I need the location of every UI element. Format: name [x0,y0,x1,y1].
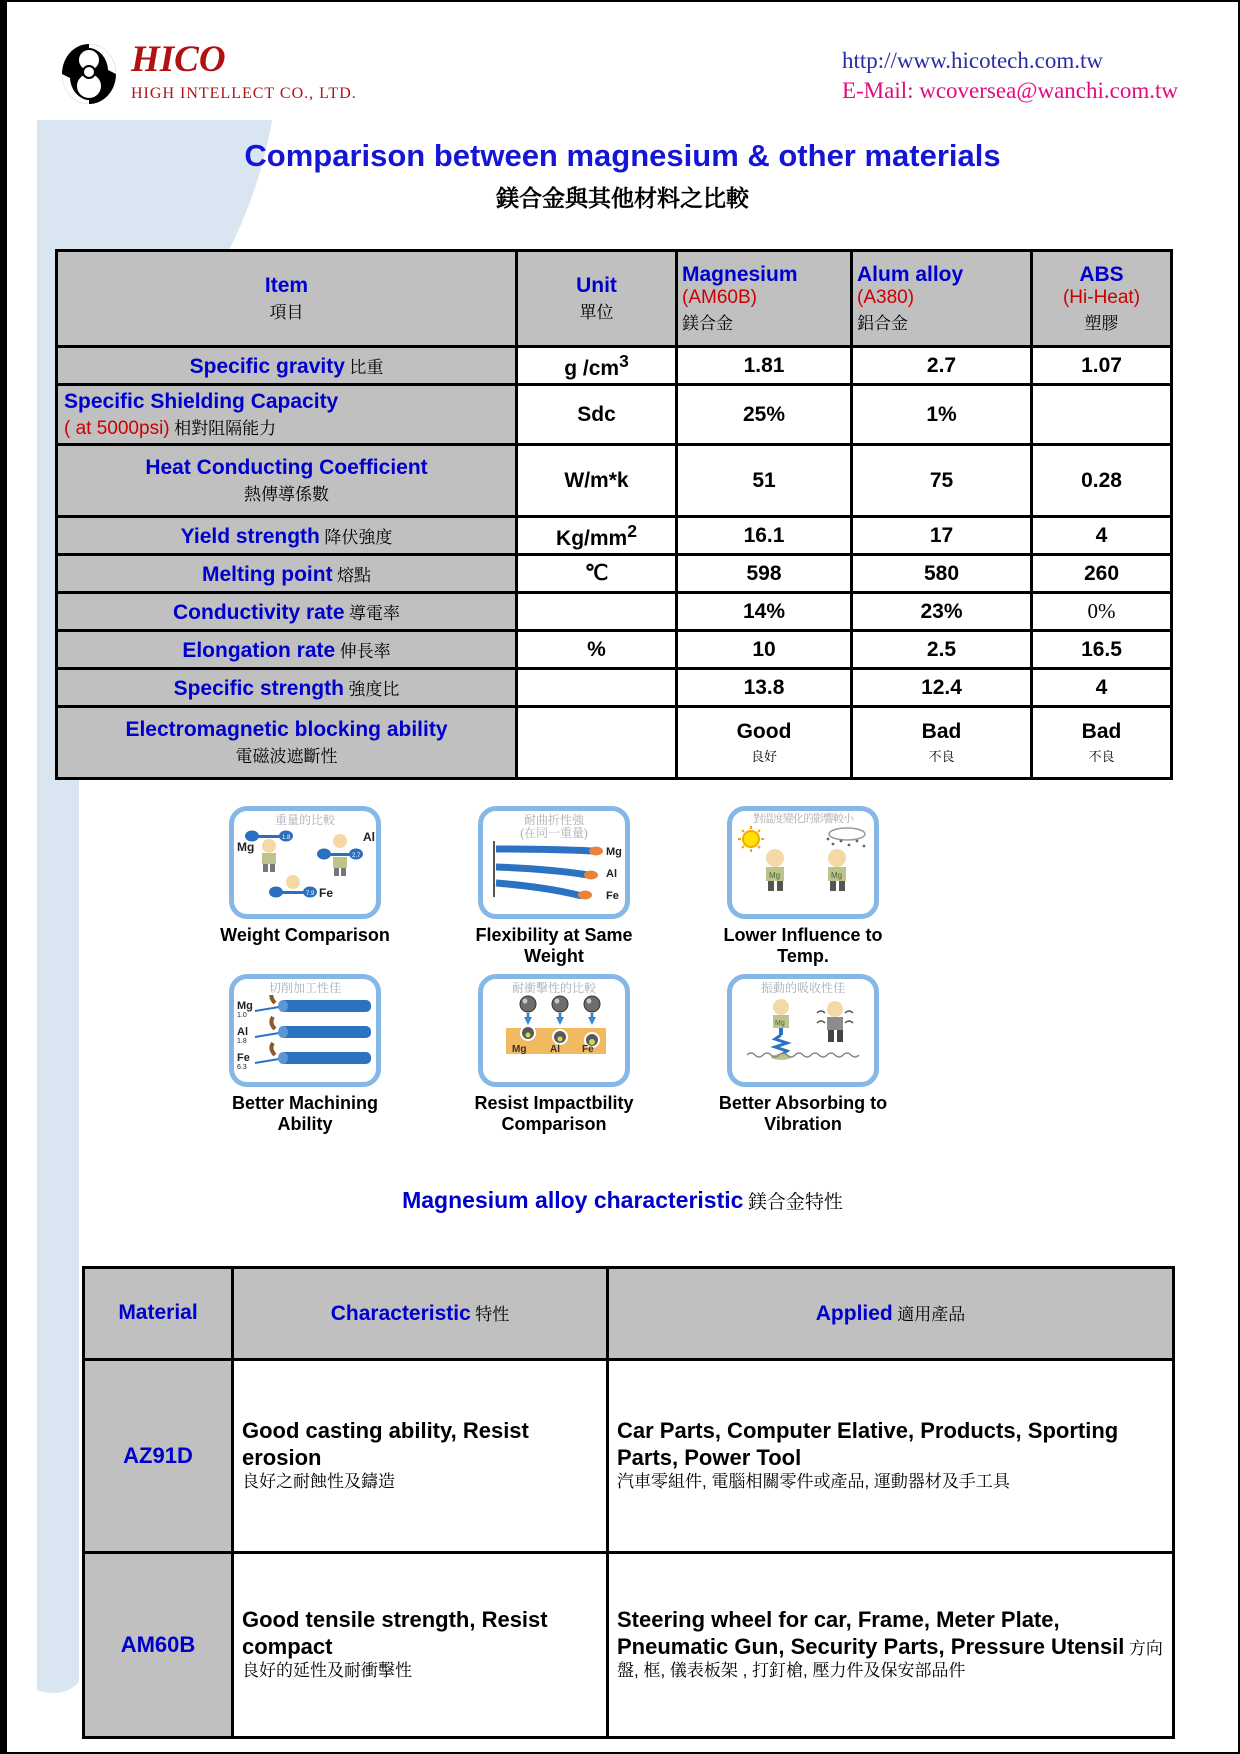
page-title-zh: 鎂合金與其他材料之比較 [496,186,749,211]
svg-text:Al: Al [550,1043,560,1055]
material-cell: AZ91D [84,1359,233,1552]
svg-text:1.0: 1.0 [237,1011,247,1019]
value-cell: Good 良好 [677,707,852,779]
unit-cell: Sdc [517,385,677,445]
panel-caption: Lower Influence to Temp. [723,925,883,966]
brand-block [59,40,357,108]
value-cell: 23% [852,593,1032,631]
vibration-icon [733,995,873,1069]
panel-title-zh: 重量的比較 [274,813,335,827]
col-header-unit: Unit 單位 [517,251,677,347]
table-row: Elongation rate 伸長率 % 10 2.5 16.5 [57,631,1172,669]
svg-text:Al: Al [237,1025,248,1038]
value-cell: 2.5 [852,631,1032,669]
panel-vibration [687,974,919,1134]
panel-temperature [687,806,919,966]
table-row: Specific Shielding Capacity ( at 5000psi) 相對阻隔能力 Sdc 25% 1% [57,385,1172,445]
value-cell: Bad 不良 [852,707,1032,779]
unit-cell [517,707,677,779]
panel-caption: Resist Impactbility Comparison [474,1093,634,1135]
svg-text:Fe: Fe [237,1051,250,1064]
panel-impact [438,974,670,1134]
email-link[interactable]: E-Mail: wcoversea@wanchi.com.tw [841,78,1178,103]
value-cell: 2.7 [852,347,1032,385]
svg-text:Mg: Mg [831,870,843,880]
panel-title-zh2: (在同一重量) [520,825,588,840]
value-cell: 17 [852,517,1032,555]
col-header-magnesium: Magnesium (AM60B) 鎂合金 [677,251,852,347]
svg-text:2.7: 2.7 [352,852,361,859]
col-header-item: Item 項目 [57,251,517,347]
svg-text:7.9: 7.9 [306,890,315,897]
temperature-icon [733,826,873,900]
table-row: Conductivity rate 導電率 14% 23% 0% [57,593,1172,631]
unit-cell: % [517,631,677,669]
table-row: Melting point 熔點 ℃ 598 580 260 [57,555,1172,593]
page-header [7,2,1238,108]
down-arrow-icons [524,1013,596,1025]
value-cell [1032,385,1172,445]
section-title [7,1187,1238,1214]
unit-cell: g $/cm^3$ [517,347,677,385]
svg-text:Mg: Mg [512,1043,527,1055]
col-header-alum: Alum alloy (A380) 鋁合金 [852,251,1032,347]
col-header-applied: Applied 適用產品 [608,1267,1174,1359]
svg-text:6.3: 6.3 [237,1063,247,1069]
table-row: Specific strength 強度比 13.8 12.4 4 [57,669,1172,707]
hico-logo-icon [59,40,121,108]
characteristics-table [82,1266,1175,1739]
svg-text:Fe: Fe [319,885,334,900]
value-cell: 25% [677,385,852,445]
svg-text:1.8: 1.8 [282,834,291,841]
section-title-zh: 鎂合金特性 [747,1191,843,1213]
table-row [84,1552,1174,1737]
panel-title-zh: 對溫度變化的影響較小 [753,813,853,825]
table-row: Heat Conducting Coefficient 熱傳導係數 W/m*k 51 75 0.28 [57,445,1172,517]
panel-machining [189,974,421,1134]
table-row: Yield strength 降伏強度 $Kg/mm^2$ 16.1 17 4 [57,517,1172,555]
value-cell: 75 [852,445,1032,517]
section-title-en: Magnesium alloy characteristic [402,1186,744,1213]
weight-comparison-icon [235,827,375,905]
flexibility-icon [484,839,624,901]
table-row: Specific gravity 比重 g $/cm^3$ 1.81 2.7 1.07 [57,347,1172,385]
value-cell: 260 [1032,555,1172,593]
value-cell: 13.8 [677,669,852,707]
svg-text:Mg: Mg [769,870,781,880]
svg-text:Fe: Fe [582,1043,594,1055]
value-cell: 580 [852,555,1032,593]
ball-icons [520,996,600,1012]
snow-cloud-icon [827,828,866,847]
illustration-panels [189,806,919,1135]
panel-title-zh: 耐衝擊性的比較 [511,981,596,996]
value-cell: 1.07 [1032,347,1172,385]
panel-caption: Better Machining Ability [231,1093,378,1135]
comparison-table [55,249,1173,780]
applied-cell: Steering wheel for car, Frame, Meter Plate, Pneumatic Gun, Security Parts, Pressure Utensil 方向盤, 框, 儀表板架 , 打釘槍, 壓力件及保安部品件 [608,1552,1174,1737]
value-cell: 10 [677,631,852,669]
col-header-characteristic: Characteristic 特性 [233,1267,608,1359]
unit-cell: $Kg/mm^2$ [517,517,677,555]
panel-caption: Better Absorbing to Vibration [718,1093,888,1135]
company-name: HIGH INTELLECT CO., LTD. [131,84,357,102]
panel-weight-comparison [189,806,421,966]
value-cell: 51 [677,445,852,517]
contact-block [842,40,1178,108]
unit-cell: ℃ [517,555,677,593]
svg-text:Mg: Mg [606,846,622,859]
value-cell: 14% [677,593,852,631]
impact-icon [484,995,624,1069]
material-cell: AM60B [84,1552,233,1737]
value-cell: 16.1 [677,517,852,555]
svg-text:Al: Al [606,868,617,881]
page-title: Comparison between magnesium & other materials [244,138,1001,173]
sun-icon [738,826,764,852]
panel-title-zh: 切削加工性佳 [268,981,341,996]
value-cell: 1.81 [677,347,852,385]
unit-cell [517,669,677,707]
svg-text:1.8: 1.8 [237,1037,247,1045]
value-cell: 0% [1032,593,1172,631]
value-cell: 4 [1032,669,1172,707]
value-cell: Bad 不良 [1032,707,1172,779]
svg-text:Fe: Fe [606,890,619,902]
applied-cell: Car Parts, Computer Elative, Products, Sporting Parts, Power Tool 汽車零組件, 電腦相關零件或產品, 運動器材及手工具 [608,1359,1174,1552]
machining-icon [235,995,375,1069]
panel-caption: Flexibility at Same Weight [475,925,633,966]
brand-name: HICO [131,39,226,80]
value-cell: 12.4 [852,669,1032,707]
panel-title-zh: 振動的吸收性佳 [760,981,845,996]
value-cell: 1% [852,385,1032,445]
value-cell: 4 [1032,517,1172,555]
svg-text:Mg: Mg [237,839,255,854]
value-cell: 0.28 [1032,445,1172,517]
table-row: Electromagnetic blocking ability 電磁波遮斷性 Good 良好 Bad 不良 Bad 不良 [57,707,1172,779]
characteristic-cell: Good casting ability, Resist erosion 良好之耐蝕性及鑄造 [233,1359,608,1552]
panel-caption: Weight Comparison [220,925,390,945]
characteristic-cell: Good tensile strength, Resist compact 良好的延性及耐衝擊性 [233,1552,608,1737]
panel-title-zh: 耐曲折性強 [523,813,584,827]
col-header-material: Material [84,1267,233,1359]
svg-text:Mg: Mg [775,1019,785,1027]
value-cell: 16.5 [1032,631,1172,669]
col-header-abs: ABS (Hi-Heat) 塑膠 [1032,251,1172,347]
table-row [84,1359,1174,1552]
value-cell: 598 [677,555,852,593]
svg-text:Mg: Mg [237,999,253,1012]
unit-cell [517,593,677,631]
panel-flexibility [438,806,670,966]
svg-text:Al: Al [363,829,375,844]
website-link[interactable]: http://www.hicotech.com.tw [841,48,1103,73]
unit-cell: W/m*k [517,445,677,517]
